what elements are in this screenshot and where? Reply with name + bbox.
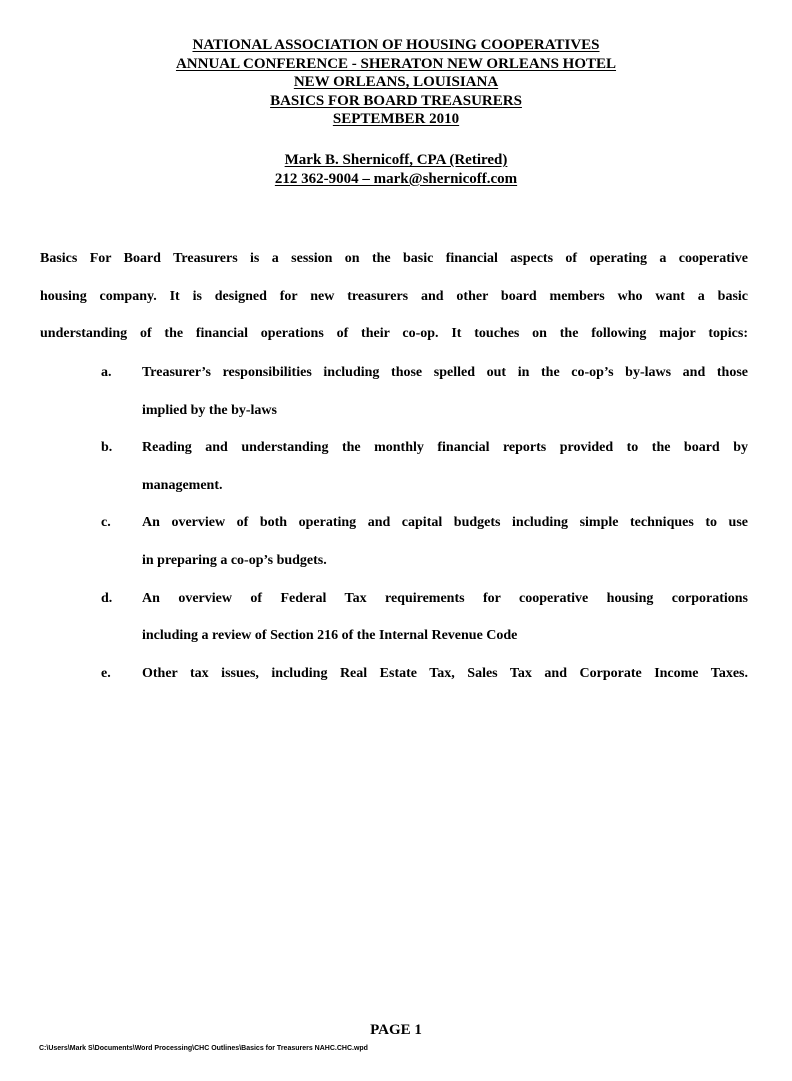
topic-line: Treasurer’s responsibilities including those spelled out in the co-op’s by-laws and those [142, 365, 748, 380]
topic-letter: e. [101, 665, 111, 681]
topic-text [142, 429, 748, 504]
topic-item-a [40, 354, 748, 429]
topic-text [142, 580, 748, 655]
author-name: Mark B. Shernicoff, CPA (Retired) [284, 152, 508, 168]
intro-line: Basics For Board Treasurers is a session on the basic financial aspects of operating a cooperative [40, 251, 748, 266]
topic-letter: a. [101, 365, 112, 380]
topic-line: including a review of Section 216 of the Internal Revenue Code [142, 628, 518, 644]
topic-item-b [40, 429, 748, 504]
topic-item-c [40, 504, 748, 579]
header-line-org: NATIONAL ASSOCIATION OF HOUSING COOPERATIVES [192, 37, 600, 53]
intro-line: understanding of the financial operations of their co-op. It touches on the following major topics: [40, 326, 748, 342]
topic-line: Reading and understanding the monthly financial reports provided to the board by [142, 440, 748, 456]
header-line-location: NEW ORLEANS, LOUISIANA [293, 74, 499, 90]
topic-line: in preparing a co-op’s budgets. [142, 552, 327, 568]
topic-line: implied by the by-laws [142, 402, 277, 418]
topic-line: management. [142, 477, 223, 493]
topic-text [142, 504, 748, 579]
topic-line: An overview of both operating and capital budgets including simple techniques to use [142, 515, 748, 531]
topic-item-e [40, 655, 748, 693]
topic-line: Other tax issues, including Real Estate Tax, Sales Tax and Corporate Income Taxes. [142, 665, 748, 681]
topic-text [142, 655, 748, 693]
topic-letter: c. [101, 515, 111, 531]
header-line-date: SEPTEMBER 2010 [332, 111, 460, 127]
topic-text [142, 354, 748, 429]
topic-letter: b. [101, 440, 113, 456]
file-path-footer: C:\Users\Mark S\Documents\Word Processing\CHC Outlines\Basics for Treasurers NAHC.CHC.wpd [39, 1045, 368, 1052]
topic-line: An overview of Federal Tax requirements for cooperative housing corporations [142, 590, 748, 606]
topic-letter: d. [101, 590, 113, 606]
page-number: PAGE 1 [370, 1022, 422, 1038]
header-line-conference: ANNUAL CONFERENCE - SHERATON NEW ORLEANS HOTEL [175, 55, 617, 72]
intro-paragraph [40, 240, 748, 353]
topic-item-d [40, 580, 748, 655]
intro-line: housing company. It is designed for new treasurers and other board members who want a basic [40, 288, 748, 304]
topics-list [40, 354, 748, 692]
author-contact: 212 362-9004 – mark@shernicoff.com [274, 170, 518, 187]
header-line-session-title: BASICS FOR BOARD TREASURERS [270, 92, 522, 109]
author-block [0, 151, 792, 188]
document-header [0, 36, 792, 129]
